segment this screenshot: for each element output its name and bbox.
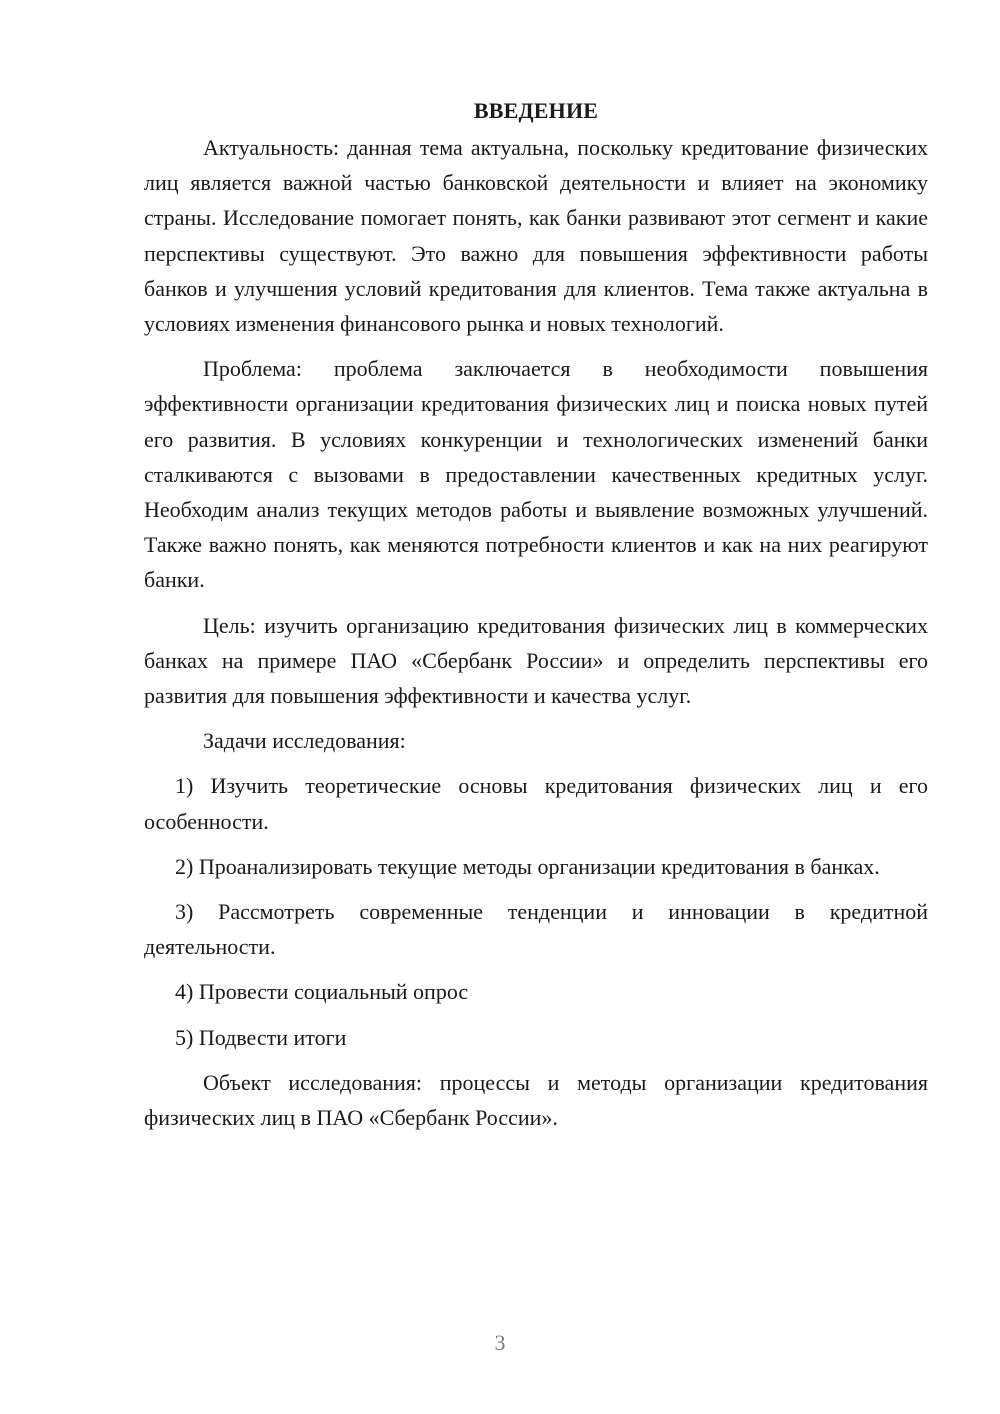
problem-paragraph: Проблема: проблема заключается в необходимости повышения эффективности организации кредитования физических лиц и поиска новых путей его развития. В условиях конкуренции и технологических изменений банки сталкиваются с вызовами в предоставлении качественных кредитных услуг. Необходим анализ текущих методов работы и выявление возможных улучшений. Также важно понять, как меняются потребности клиентов и как на них реагируют банки. — [144, 356, 928, 593]
list-item: 5) Подвести итоги — [175, 1024, 347, 1050]
page-number: 3 — [494, 1330, 506, 1355]
document-page — [144, 96, 928, 1145]
page-title: ВВЕДЕНИЕ — [473, 98, 599, 123]
list-item: 2) Проанализировать текущие методы организации кредитования в банках. — [175, 853, 880, 879]
tasks-heading: Задачи исследования: — [203, 728, 406, 754]
goal-paragraph: Цель: изучить организацию кредитования физических лиц в коммерческих банках на примере ПАО «Сбербанк России» и определить перспективы его развития для повышения эффективности и качества услуг. — [144, 612, 928, 709]
list-item: 4) Провести социальный опрос — [175, 979, 469, 1005]
tasks-list — [144, 768, 928, 1054]
relevance-paragraph: Актуальность: данная тема актуальна, поскольку кредитование физических лиц является важной частью банковской деятельности и влияет на экономику страны. Исследование помогает понять, как банки развивают этот сегмент и какие перспективы существуют. Это важно для повышения эффективности работы банков и улучшения условий кредитования для клиентов. Тема также актуальна в условиях изменения финансового рынка и новых технологий. — [144, 135, 928, 337]
list-item: 3) Рассмотреть современные тенденции и инновации в кредитной деятельности. — [144, 899, 928, 960]
list-item: 1) Изучить теоретические основы кредитования физических лиц и его особенности. — [144, 773, 928, 834]
object-paragraph: Объект исследования: процессы и методы организации кредитования физических лиц в ПАО «Сбербанк России». — [144, 1069, 928, 1131]
